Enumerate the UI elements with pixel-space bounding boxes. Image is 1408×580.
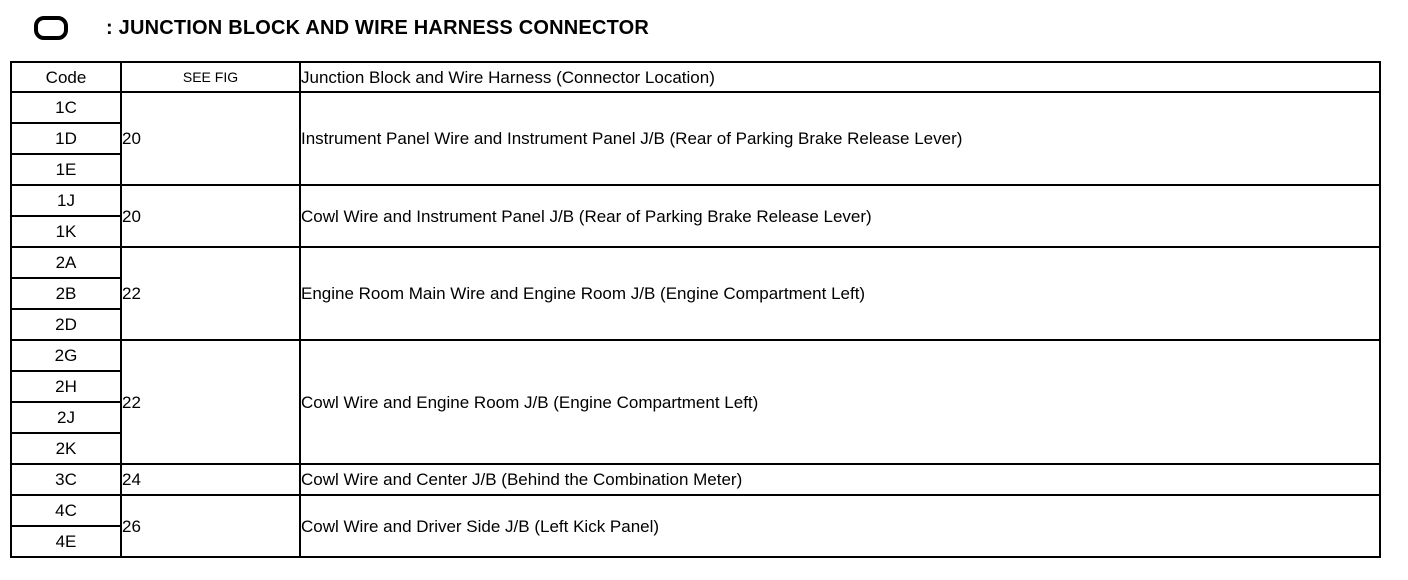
connector-code-cell: 2D [11,309,121,340]
page-title: : JUNCTION BLOCK AND WIRE HARNESS CONNECTOR [106,16,650,39]
connector-code-cell: 3C [11,464,121,495]
connector-code-cell: 2G [11,340,121,371]
table-row [11,340,1380,371]
connector-code-cell: 2H [11,371,121,402]
code-column-header: Code [11,62,121,92]
connector-code-cell: 2A [11,247,121,278]
connector-location-cell: Instrument Panel Wire and Instrument Panel J/B (Rear of Parking Brake Release Lever) [300,92,1380,185]
table-row [11,464,1380,495]
connector-outline-icon [34,16,68,40]
table-row [11,247,1380,278]
connector-code-cell: 4C [11,495,121,526]
location-column-header: Junction Block and Wire Harness (Connector Location) [300,62,1380,92]
connector-location-cell: Cowl Wire and Center J/B (Behind the Combination Meter) [300,464,1380,495]
connector-code-cell: 2K [11,433,121,464]
see-fig-column-header: SEE FIG [121,62,300,92]
table-row [11,185,1380,216]
table-body [11,92,1380,557]
see-fig-cell: 22 [121,247,300,340]
connector-location-cell: Cowl Wire and Driver Side J/B (Left Kick Panel) [300,495,1380,557]
see-fig-cell: 22 [121,340,300,464]
connector-code-cell: 1K [11,216,121,247]
connector-code-cell: 2B [11,278,121,309]
connector-code-cell: 1C [11,92,121,123]
page-header [34,10,649,46]
connector-code-cell: 1E [11,154,121,185]
see-fig-cell: 20 [121,185,300,247]
table-row [11,495,1380,526]
connector-location-cell: Engine Room Main Wire and Engine Room J/B (Engine Compartment Left) [300,247,1380,340]
connector-location-cell: Cowl Wire and Engine Room J/B (Engine Compartment Left) [300,340,1380,464]
connector-code-cell: 1J [11,185,121,216]
table-header-row [11,62,1380,92]
table-row [11,92,1380,123]
connector-code-cell: 2J [11,402,121,433]
junction-block-table [10,61,1381,558]
connector-code-cell: 1D [11,123,121,154]
connector-location-cell: Cowl Wire and Instrument Panel J/B (Rear of Parking Brake Release Lever) [300,185,1380,247]
see-fig-cell: 26 [121,495,300,557]
see-fig-cell: 20 [121,92,300,185]
connector-code-cell: 4E [11,526,121,557]
see-fig-cell: 24 [121,464,300,495]
